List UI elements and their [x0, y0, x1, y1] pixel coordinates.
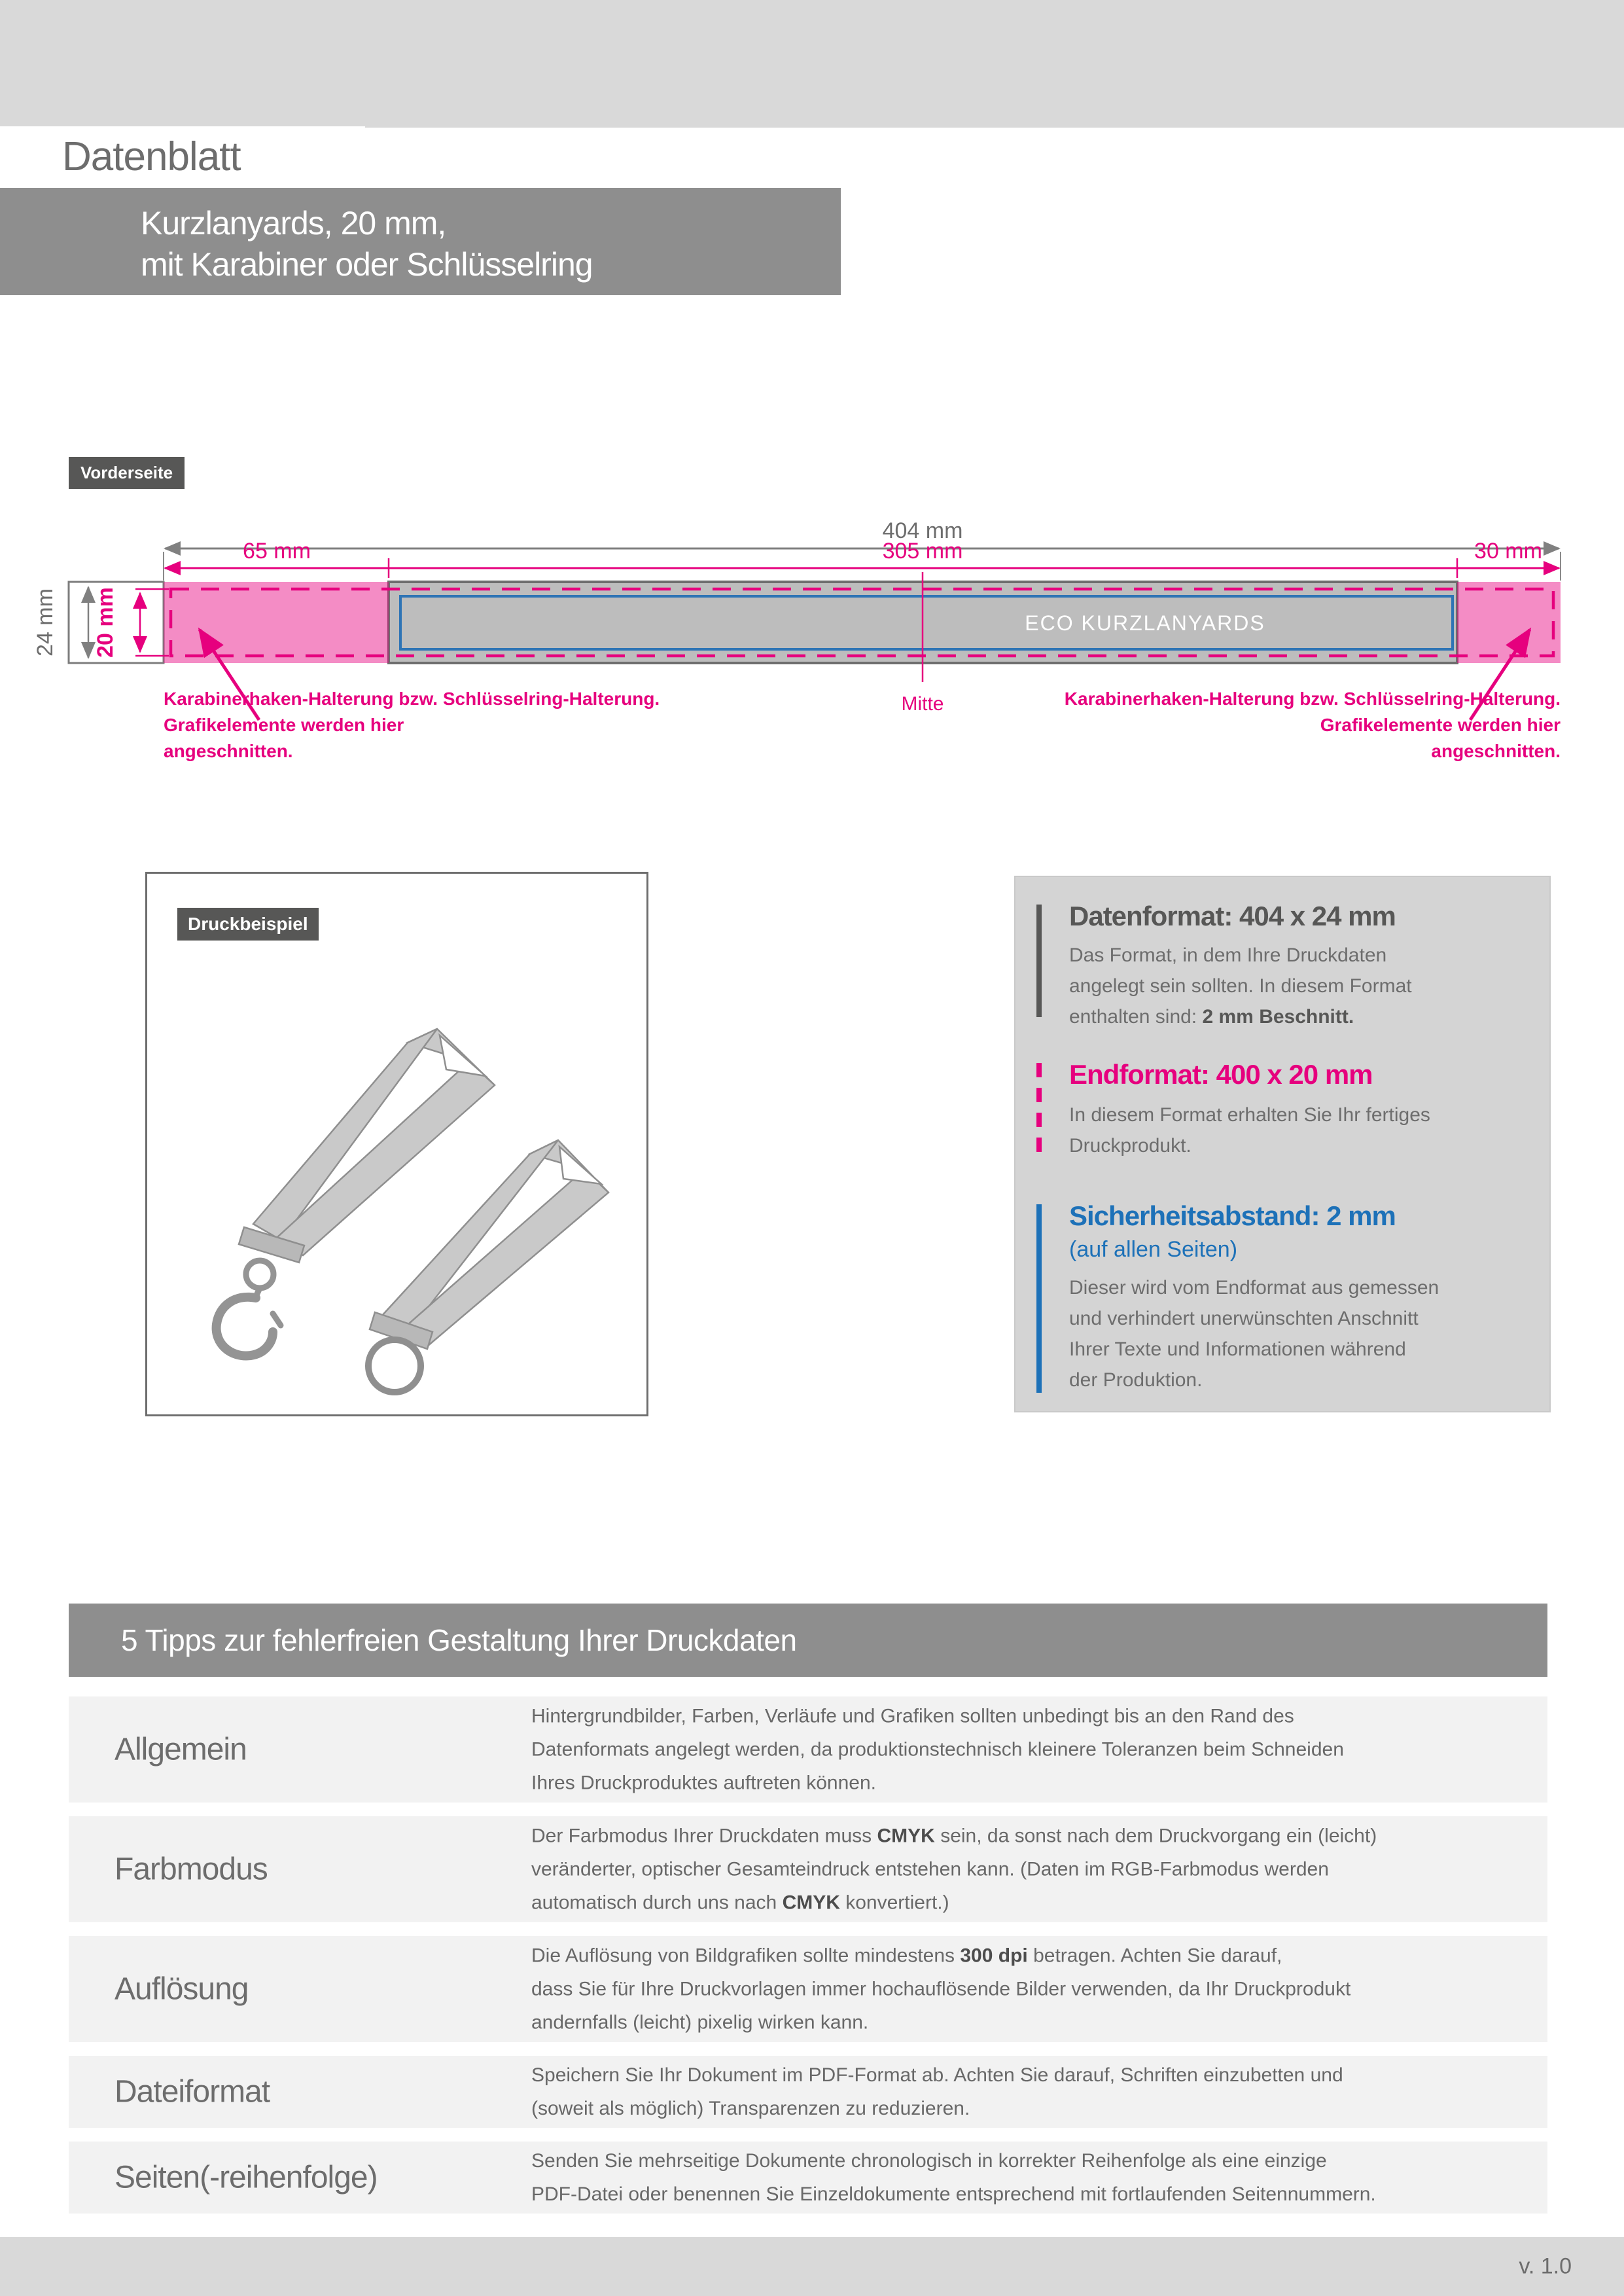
product-title-line1: Kurzlanyards, 20 mm,: [141, 205, 446, 242]
tip-body: [531, 2144, 1376, 2211]
top-gray-band: [0, 0, 1624, 128]
doc-label-box: [0, 126, 365, 188]
tip-text-line: Ihres Druckproduktes auftreten können.: [531, 1772, 876, 1794]
lanyard-keyring-illustration: [368, 1140, 609, 1392]
bleed-zone-right: [1457, 582, 1561, 663]
note-left-line: Karabinerhaken-Halterung bzw. Schlüsselring-Halterung.: [164, 689, 660, 709]
tip-label: Farbmodus: [115, 1852, 268, 1887]
tip-text-line: Speichern Sie Ihr Dokument im PDF-Format ab. Achten Sie darauf, Schriften einzubetten und: [531, 2064, 1343, 2086]
key-ring-icon: [368, 1340, 421, 1392]
tip-label: Allgemein: [115, 1732, 247, 1767]
center-line-label: Mitte: [901, 693, 944, 715]
footer-band: [0, 2237, 1624, 2296]
endformat-title: Endformat: 400 x 20 mm: [1069, 1059, 1373, 1090]
tip-body: [531, 1939, 1350, 2039]
dim-print-height-label: 20 mm: [93, 587, 118, 658]
print-example-box: [145, 872, 648, 1416]
tip-body: [531, 2058, 1343, 2125]
dim-center-label: 305 mm: [882, 539, 963, 564]
note-right-line: angeschnitten.: [1431, 741, 1561, 761]
product-title-bar: [0, 188, 841, 295]
tip-text-line: Die Auflösung von Bildgrafiken sollte mindestens 300 dpi betragen. Achten Sie darauf,: [531, 1945, 1282, 1967]
datenformat-body-line: Das Format, in dem Ihre Druckdaten: [1069, 944, 1387, 966]
front-side-badge: Vorderseite: [69, 457, 185, 489]
tip-row-aufloesung: [69, 1936, 1547, 2042]
sicherheitsabstand-body-line: und verhindert unerwünschten Anschnitt: [1069, 1308, 1419, 1329]
product-title-line2: mit Karabiner oder Schlüsselring: [141, 246, 593, 283]
note-left-line: Grafikelemente werden hier: [164, 715, 404, 735]
note-left: [164, 686, 818, 764]
tip-text-line: dass Sie für Ihre Druckvorlagen immer hochauflösende Bilder verwenden, da Ihr Druckprodukt: [531, 1978, 1351, 2000]
lanyard-illustrations: [147, 874, 646, 1414]
tip-text-line: Hintergrundbilder, Farben, Verläufe und Grafiken sollten unbedingt bis an den Rand des: [531, 1705, 1294, 1727]
sicherheitsabstand-body-line: Dieser wird vom Endformat aus gemessen: [1069, 1277, 1439, 1299]
tip-text-line: (soweit als möglich) Transparenzen zu reduzieren.: [531, 2098, 970, 2119]
tip-label: Seiten(-reihenfolge): [115, 2160, 378, 2195]
datenformat-title: Datenformat: 404 x 24 mm: [1069, 901, 1396, 931]
bleed-zone-left: [164, 582, 389, 663]
tip-row-allgemein: [69, 1696, 1547, 1803]
endformat-body-line: In diesem Format erhalten Sie Ihr fertiges: [1069, 1104, 1430, 1126]
endformat-body-line: Druckprodukt.: [1069, 1135, 1192, 1157]
tip-text-line: PDF-Datei oder benennen Sie Einzeldokumente entsprechend mit fortlaufenden Seitennummern.: [531, 2183, 1376, 2205]
tip-text-line: Der Farbmodus Ihrer Druckdaten muss CMYK sein, da sonst nach dem Druckvorgang ein (leicht): [531, 1825, 1377, 1847]
tip-text-line: automatisch durch uns nach CMYK konvertiert.): [531, 1892, 949, 1914]
strap-print-text: ECO KURZLANYARDS: [1025, 611, 1265, 635]
sicherheitsabstand-bar: [1036, 1204, 1042, 1393]
datenformat-bar: [1036, 905, 1042, 1017]
endformat-body: [1069, 1100, 1430, 1161]
sicherheitsabstand-body-line: Ihrer Texte und Informationen während: [1069, 1338, 1406, 1360]
tip-body: [531, 1820, 1377, 1920]
sicherheitsabstand-body: [1069, 1272, 1439, 1395]
tip-text-line: Senden Sie mehrseitige Dokumente chronologisch in korrekter Reihenfolge als eine einzige: [531, 2150, 1327, 2172]
tip-text-line: veränderter, optischer Gesamteindruck entstehen kann. (Daten im RGB-Farbmodus werden: [531, 1858, 1329, 1880]
sicherheitsabstand-subtitle: (auf allen Seiten): [1069, 1237, 1238, 1262]
sicherheitsabstand-title: Sicherheitsabstand: 2 mm: [1069, 1200, 1396, 1231]
datenformat-body-line: enthalten sind: 2 mm Beschnitt.: [1069, 1006, 1354, 1028]
sicherheitsabstand-body-line: der Produktion.: [1069, 1369, 1203, 1391]
datenformat-body-line: angelegt sein sollten. In diesem Format: [1069, 975, 1412, 997]
version-label: v. 1.0: [1519, 2253, 1572, 2279]
print-example-badge: Druckbeispiel: [177, 908, 319, 941]
carabiner-hook-icon: [217, 1261, 281, 1355]
note-left-line: angeschnitten.: [164, 741, 293, 761]
dim-right-label: 30 mm: [1474, 539, 1542, 564]
tip-row-dateiformat: [69, 2056, 1547, 2128]
dim-left-label: 65 mm: [243, 539, 311, 564]
dim-height-label: 24 mm: [33, 588, 58, 656]
tips-banner: [69, 1604, 1547, 1677]
note-right: [906, 686, 1561, 764]
tip-body: [531, 1700, 1344, 1800]
doc-label: Datenblatt: [62, 134, 241, 179]
tip-row-seitenreihenfolge: [69, 2142, 1547, 2214]
dim-total-label: 404 mm: [882, 518, 963, 543]
note-right-line: Karabinerhaken-Halterung bzw. Schlüsselring-Halterung.: [1064, 689, 1561, 709]
endformat-bar: [1036, 1063, 1042, 1161]
format-info-panel: [1014, 876, 1551, 1412]
note-right-line: Grafikelemente werden hier: [1320, 715, 1561, 735]
tip-label: Dateiformat: [115, 2074, 270, 2109]
tip-label: Auflösung: [115, 1971, 249, 2007]
tips-heading: 5 Tipps zur fehlerfreien Gestaltung Ihrer Druckdaten: [121, 1623, 797, 1657]
tip-text-line: andernfalls (leicht) pixelig wirken kann.: [531, 2011, 869, 2034]
tip-text-line: Datenformats angelegt werden, da produktionstechnisch kleinere Toleranzen beim Schneiden: [531, 1738, 1344, 1761]
datenformat-body: [1069, 940, 1412, 1032]
tip-row-farbmodus: [69, 1816, 1547, 1922]
